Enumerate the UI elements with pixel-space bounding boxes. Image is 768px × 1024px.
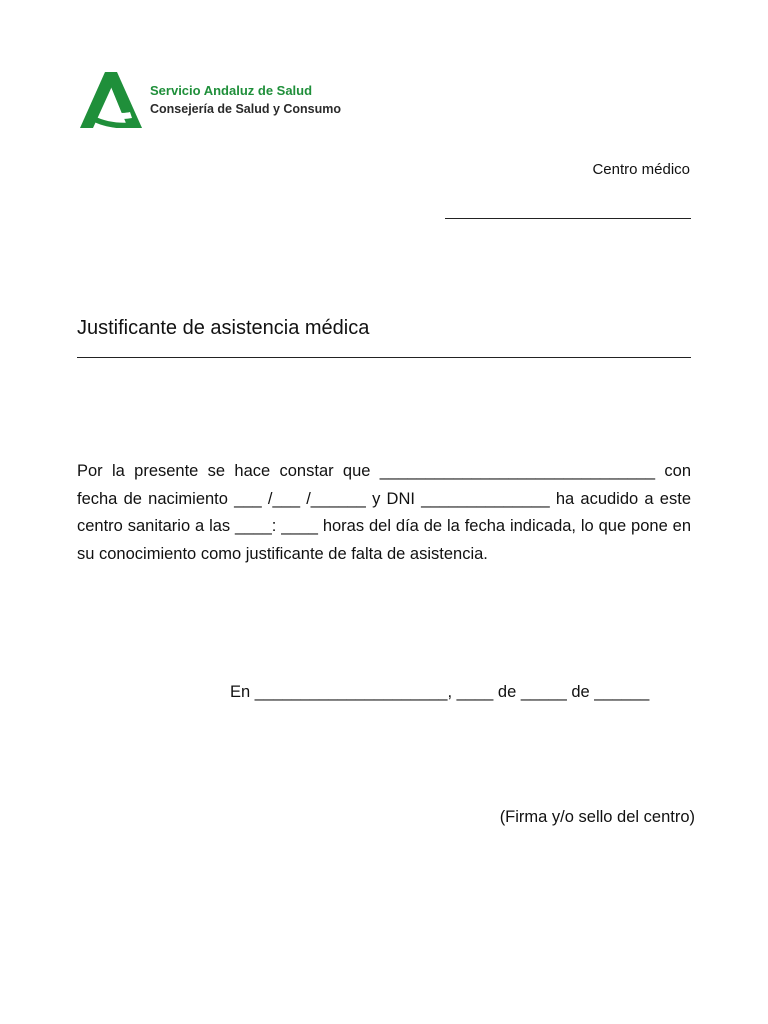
logo — [80, 72, 480, 132]
medical-center-blank-line — [445, 218, 691, 219]
place-date-line: En _____________________, ____ de _____ de ______ — [230, 683, 650, 701]
title-divider — [77, 357, 691, 358]
logo-text — [150, 82, 470, 118]
organization-name: Servicio Andaluz de Salud — [150, 83, 313, 98]
medical-center-label: Centro médico — [592, 161, 690, 178]
department-name: Consejería de Salud y Consumo — [150, 102, 342, 116]
junta-andalucia-logo-icon — [80, 72, 142, 128]
certificate-body-text: Por la presente se hace constar que ______________________________ con fecha de nacimiento ___ /___ /______ y DNI ______________ ha acudido a este centro sanitario a las ____: ____ horas del día de la fecha indicada, lo que pone en su conocimiento como justificante de falta de asistencia. — [77, 462, 691, 563]
document-title: Justificante de asistencia médica — [77, 317, 370, 339]
signature-label: (Firma y/o sello del centro) — [499, 808, 695, 826]
